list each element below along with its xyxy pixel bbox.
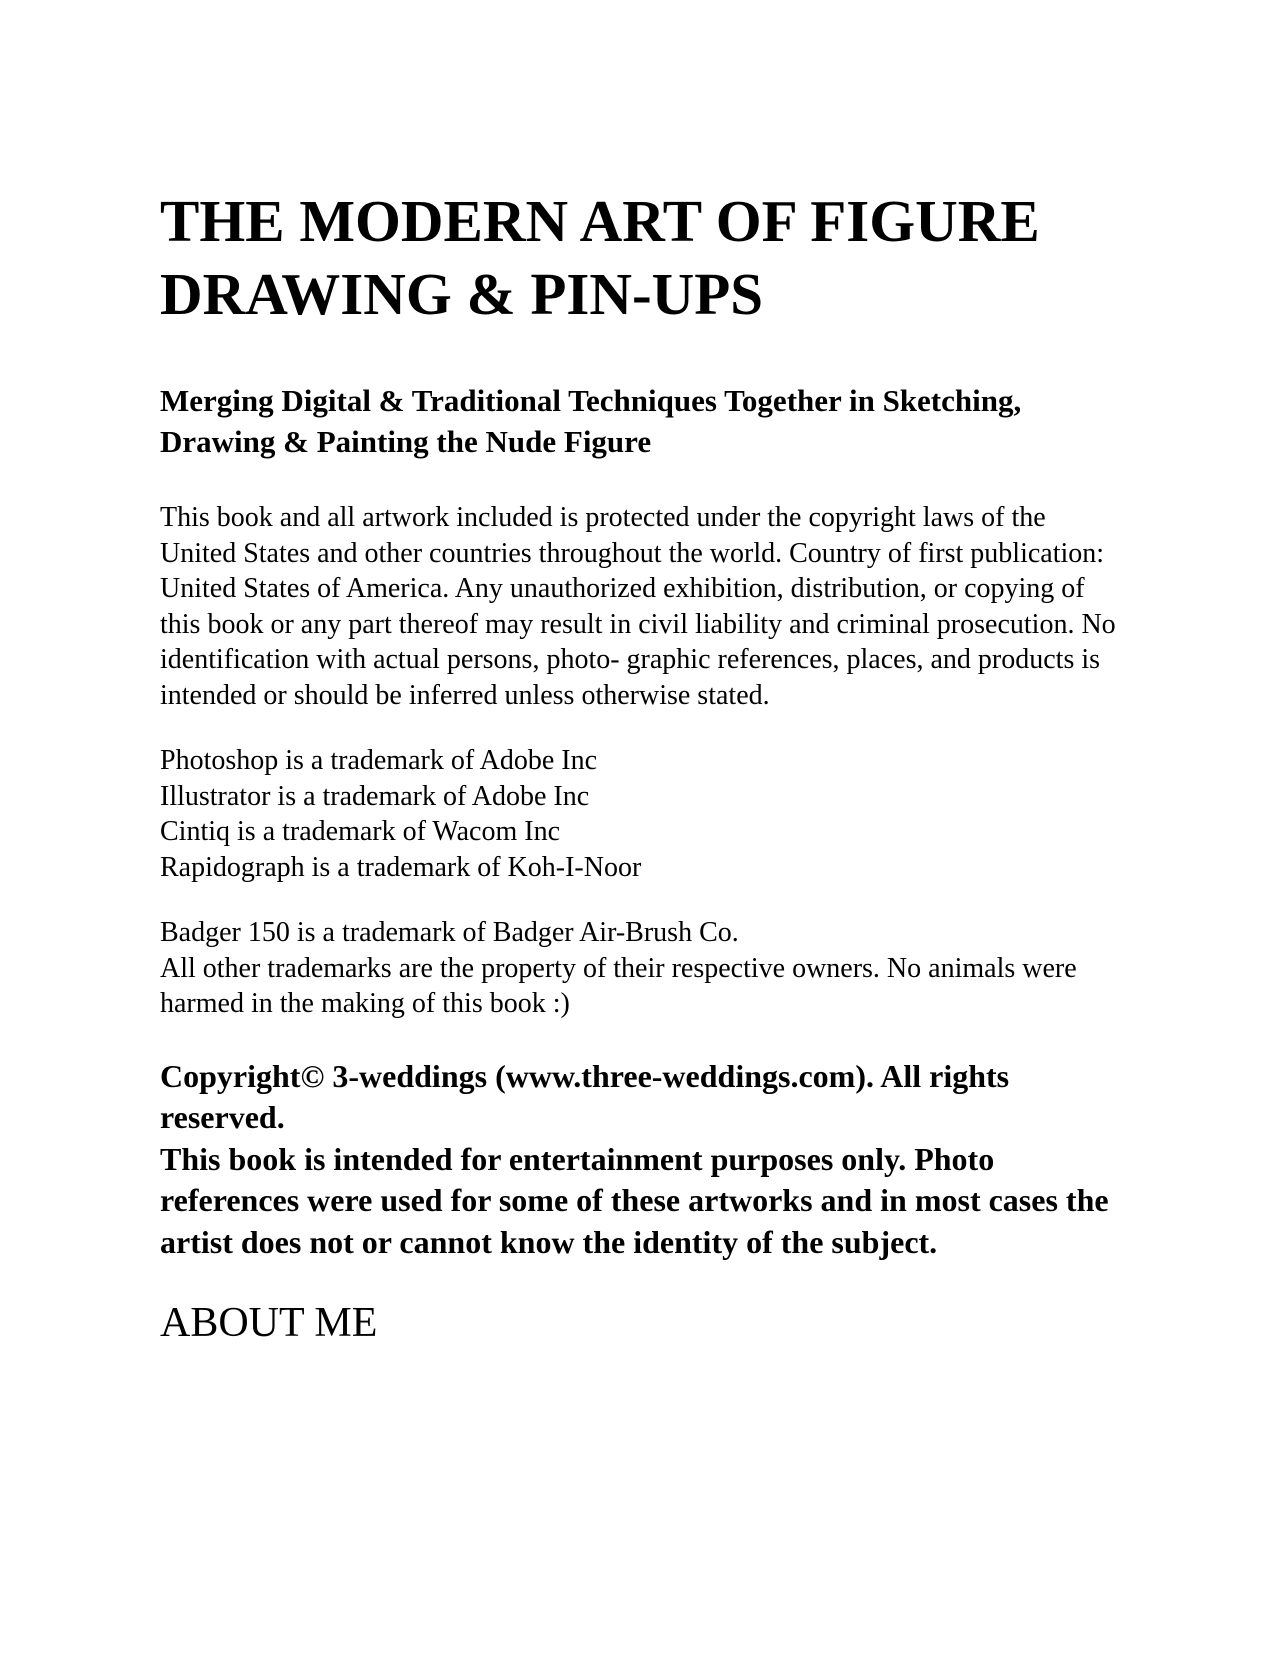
book-title: THE MODERN ART OF FIGURE DRAWING & PIN-UPS [160, 188, 1040, 327]
trademark-note: All other trademarks are the property of their respective owners. No animals were harmed in the making of this book :) [160, 952, 1077, 1019]
trademark-line: Rapidograph is a trademark of Koh-I-Noor [160, 851, 642, 883]
trademark-line: Photoshop is a trademark of Adobe Inc [160, 745, 598, 776]
book-subtitle: Merging Digital & Traditional Techniques Together in Sketching, Drawing & Painting the Nude Figure [160, 383, 1022, 459]
trademark-line: Badger 150 is a trademark of Badger Air-Brush Co. [160, 917, 739, 948]
trademark-extra [160, 915, 1120, 1022]
trademark-line: Cintiq is a trademark of Wacom Inc [160, 816, 560, 847]
copyright-notice: This book and all artwork included is protected under the copyright laws of the United States and other countries throughout the world. Country of first publication: United States of America. Any unauthorized exhibition, distribution, or copying of this book or any part thereof may result in civil liability and criminal prosecution. No identification with actual persons, photo- graphic references, places, and products is intended or should be inferred unless otherwise stated. [160, 502, 1116, 711]
copyright-block [160, 1056, 1120, 1264]
trademark-line: Illustrator is a trademark of Adobe Inc [160, 780, 590, 812]
trademark-list [160, 743, 1120, 885]
copyright-line: Copyright© 3-weddings (www.three-weddings.com). All rights reserved. [160, 1057, 1010, 1135]
disclaimer: This book is intended for entertainment purposes only. Photo references were used for some of these artworks and in most cases the artist does not or cannot know the identity of the subject. [160, 1140, 1109, 1260]
document-page [160, 185, 1120, 1349]
about-heading: ABOUT ME [160, 1300, 378, 1346]
